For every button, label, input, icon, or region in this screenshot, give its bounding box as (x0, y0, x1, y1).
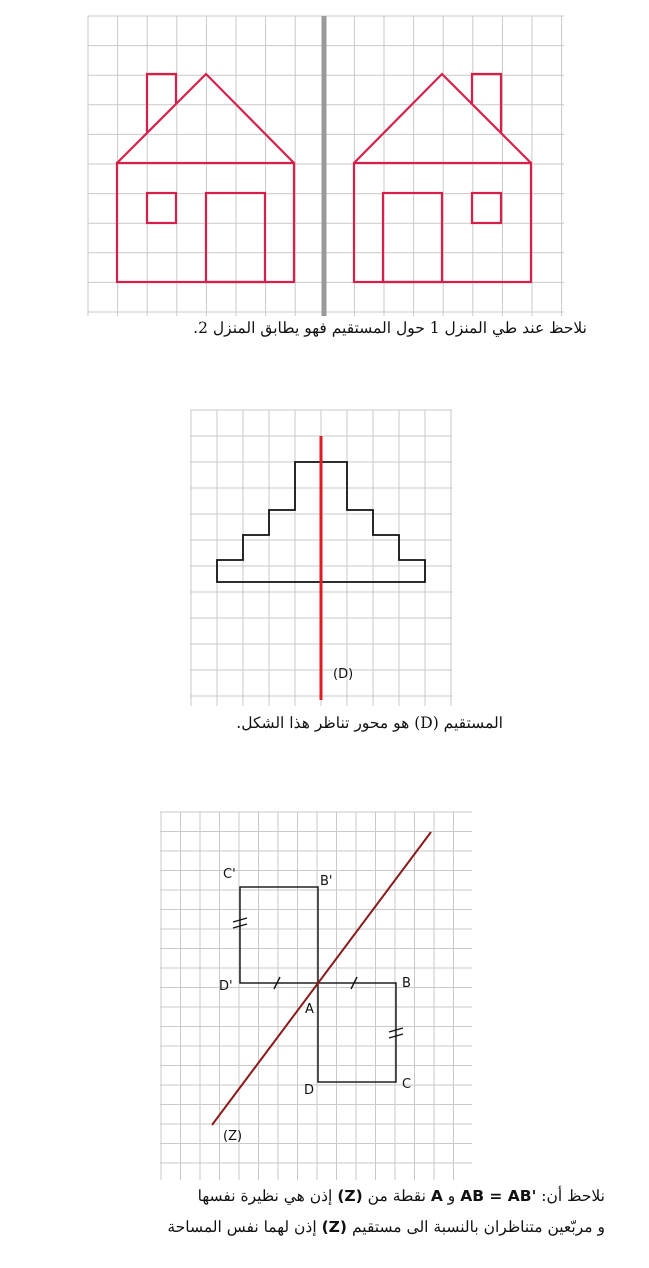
label-z: (Z) (223, 1129, 243, 1144)
squares-grid (160, 812, 472, 1180)
caption1-and: و (447, 1187, 456, 1205)
label-b-prime: B' (320, 874, 333, 889)
label-d-prime: D' (219, 979, 233, 994)
squares-caption-line2 (167, 1218, 605, 1236)
house-left-chimney (147, 74, 176, 132)
caption1-a: A (430, 1187, 443, 1205)
caption1-mid: نقطة من (367, 1187, 426, 1205)
house-right-window (472, 193, 501, 223)
label-c-prime: C' (223, 867, 236, 882)
house-left-window (147, 193, 176, 223)
label-b: B (402, 976, 411, 991)
caption1-z: (Z) (337, 1187, 363, 1205)
house-left-roof (117, 74, 294, 163)
house-right-roof (354, 74, 531, 163)
steps-caption: المستقيم (D) هو محور تناظر هذا الشكل. (236, 714, 503, 732)
caption2-start: و مربّعين متناظران بالنسبة الى مستقيم (351, 1218, 605, 1236)
square-original (318, 983, 396, 1082)
caption2-end: إذن لهما نفس المساحة (167, 1218, 317, 1236)
houses-svg (88, 16, 564, 316)
house-right-door (383, 193, 442, 282)
houses-caption: نلاحظ عند طي المنزل 1 حول المستقيم فهو يطابق المنزل 2. (193, 319, 587, 337)
squares-caption-line1 (198, 1187, 605, 1205)
label-d: D (304, 1083, 315, 1098)
caption1-end: إذن هي نظيرة نفسها (197, 1187, 333, 1205)
house-right-chimney (472, 74, 501, 132)
squares-svg (160, 812, 472, 1180)
label-a: A (305, 1002, 314, 1017)
houses-figure (88, 16, 564, 316)
steps-figure (190, 410, 452, 706)
caption2-z: (Z) (321, 1218, 348, 1236)
caption1-eq: AB = AB' (460, 1187, 537, 1205)
square-prime (240, 887, 318, 983)
axis-label: (D) (333, 667, 354, 682)
squares-figure (160, 812, 472, 1180)
label-c: C (402, 1077, 412, 1092)
caption1-prefix: نلاحظ أن: (541, 1187, 605, 1205)
steps-svg (190, 410, 452, 706)
